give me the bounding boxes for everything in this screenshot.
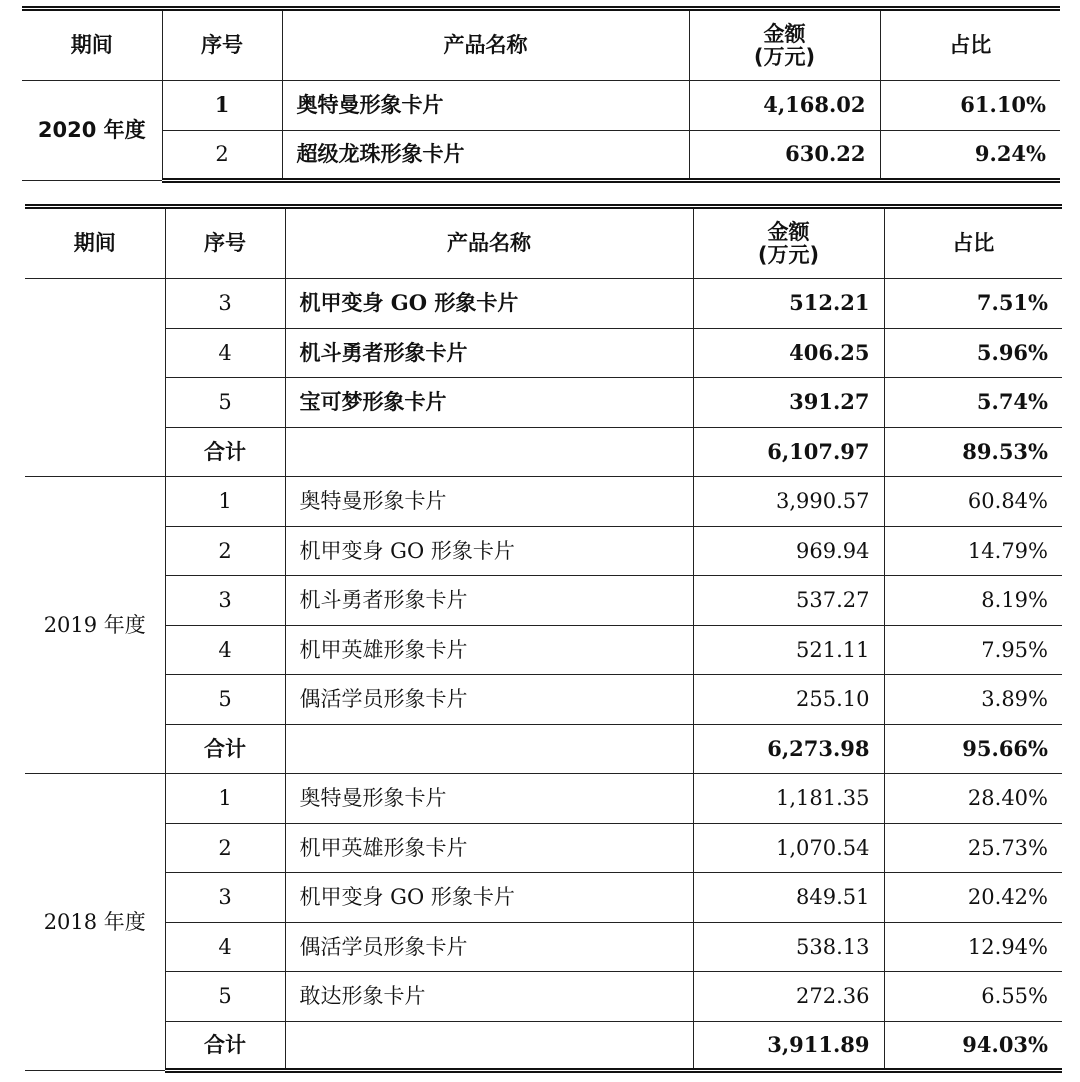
header-product: 产品名称 [282,9,689,81]
header-amount-label: 金额 [767,220,810,245]
header-amount-label: 金额 [763,22,806,47]
amount-cell: 272.36 [693,972,884,1022]
table-row [25,328,1062,378]
total-label: 合计 [165,724,285,774]
period-cell-empty [25,279,165,477]
total-amount: 6,107.97 [693,427,884,477]
total-name-empty [285,1021,693,1071]
seq-cell: 3 [165,279,285,329]
amount-cell: 537.27 [693,576,884,626]
amount-cell: 969.94 [693,526,884,576]
share-cell: 28.40% [884,774,1062,824]
header-period: 期间 [22,9,162,81]
product-name-cell: 机斗勇者形象卡片 [285,576,693,626]
seq-cell: 2 [165,526,285,576]
product-name-cell: 机甲英雄形象卡片 [285,625,693,675]
table-row [22,131,1060,181]
header-amount-unit: (万元) [757,242,820,267]
product-name-cell: 宝可梦形象卡片 [285,378,693,428]
total-amount: 3,911.89 [693,1021,884,1071]
product-name-cell: 奥特曼形象卡片 [285,477,693,527]
revenue-table-2020-part1 [22,6,1060,183]
table-row [25,922,1062,972]
table-row [25,526,1062,576]
period-cell: 2020 年度 [22,81,162,181]
share-cell: 9.24% [880,131,1060,181]
total-row [25,724,1062,774]
total-row [25,1021,1062,1071]
amount-cell: 1,181.35 [693,774,884,824]
header-seq: 序号 [165,207,285,279]
header-product: 产品名称 [285,207,693,279]
seq-cell: 1 [162,81,282,131]
amount-cell: 1,070.54 [693,823,884,873]
seq-cell: 1 [165,477,285,527]
total-share: 95.66% [884,724,1062,774]
table-row [25,576,1062,626]
total-name-empty [285,427,693,477]
table-row [25,873,1062,923]
product-name-cell: 偶活学员形象卡片 [285,675,693,725]
share-cell: 20.42% [884,873,1062,923]
table-row [22,81,1060,131]
period-cell: 2018 年度 [25,774,165,1071]
header-seq: 序号 [162,9,282,81]
share-cell: 8.19% [884,576,1062,626]
share-cell: 12.94% [884,922,1062,972]
amount-cell: 255.10 [693,675,884,725]
header-share: 占比 [880,9,1060,81]
amount-cell: 512.21 [693,279,884,329]
share-cell: 6.55% [884,972,1062,1022]
table-row [25,625,1062,675]
total-row [25,427,1062,477]
seq-cell: 5 [165,972,285,1022]
product-name-cell: 超级龙珠形象卡片 [282,131,689,181]
product-name-cell: 奥特曼形象卡片 [282,81,689,131]
table-row [25,972,1062,1022]
product-name-cell: 机甲变身 GO 形象卡片 [285,873,693,923]
share-cell: 25.73% [884,823,1062,873]
table-row [25,378,1062,428]
amount-cell: 4,168.02 [689,81,880,131]
amount-cell: 3,990.57 [693,477,884,527]
seq-cell: 2 [165,823,285,873]
seq-cell: 1 [165,774,285,824]
revenue-table-part2 [25,204,1062,1073]
product-name-cell: 偶活学员形象卡片 [285,922,693,972]
amount-cell: 630.22 [689,131,880,181]
header-amount [693,207,884,279]
total-label: 合计 [165,427,285,477]
table-row [25,774,1062,824]
seq-cell: 4 [165,625,285,675]
header-share: 占比 [884,207,1062,279]
table-row [25,675,1062,725]
share-cell: 7.95% [884,625,1062,675]
share-cell: 3.89% [884,675,1062,725]
header-amount [689,9,880,81]
seq-cell: 3 [165,576,285,626]
table-row [25,823,1062,873]
period-cell: 2019 年度 [25,477,165,774]
product-name-cell: 机甲变身 GO 形象卡片 [285,526,693,576]
table-row [25,477,1062,527]
table-row [25,279,1062,329]
table-header-row [25,207,1062,279]
seq-cell: 5 [165,675,285,725]
share-cell: 60.84% [884,477,1062,527]
seq-cell: 2 [162,131,282,181]
total-label: 合计 [165,1021,285,1071]
product-name-cell: 机甲英雄形象卡片 [285,823,693,873]
amount-cell: 538.13 [693,922,884,972]
product-name-cell: 机斗勇者形象卡片 [285,328,693,378]
amount-cell: 849.51 [693,873,884,923]
product-name-cell: 敢达形象卡片 [285,972,693,1022]
total-share: 89.53% [884,427,1062,477]
amount-cell: 521.11 [693,625,884,675]
header-period: 期间 [25,207,165,279]
seq-cell: 3 [165,873,285,923]
share-cell: 14.79% [884,526,1062,576]
table-header-row [22,9,1060,81]
share-cell: 5.74% [884,378,1062,428]
header-amount-unit: (万元) [753,44,816,69]
share-cell: 7.51% [884,279,1062,329]
seq-cell: 4 [165,328,285,378]
product-name-cell: 机甲变身 GO 形象卡片 [285,279,693,329]
amount-cell: 406.25 [693,328,884,378]
total-amount: 6,273.98 [693,724,884,774]
total-name-empty [285,724,693,774]
share-cell: 61.10% [880,81,1060,131]
total-share: 94.03% [884,1021,1062,1071]
product-name-cell: 奥特曼形象卡片 [285,774,693,824]
seq-cell: 5 [165,378,285,428]
share-cell: 5.96% [884,328,1062,378]
amount-cell: 391.27 [693,378,884,428]
seq-cell: 4 [165,922,285,972]
